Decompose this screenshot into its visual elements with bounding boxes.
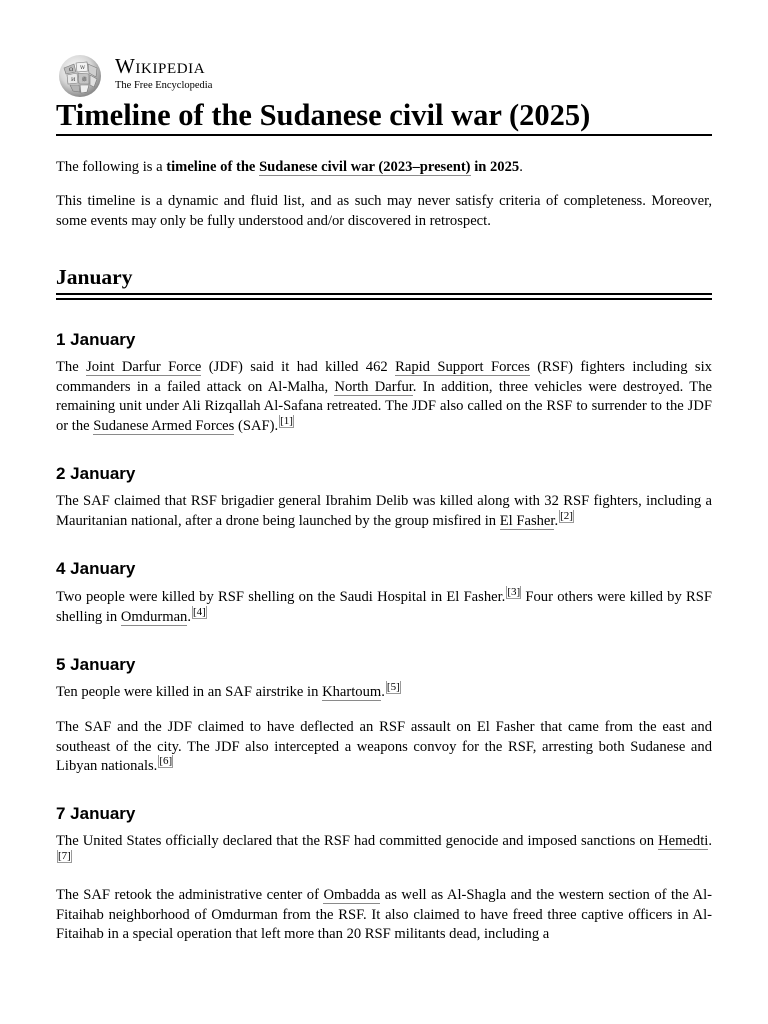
citation-link-5[interactable]: [5]: [386, 681, 400, 693]
citation-link-7[interactable]: [7]: [58, 849, 71, 862]
text: The United States officially declared that the RSF had committed genocide and imposed sanctions on: [56, 833, 659, 849]
intro-paragraph: [56, 158, 712, 178]
link-sudanese-civil-war[interactable]: Sudanese civil war (2023–present): [259, 159, 471, 175]
tagline: The Free Encyclopedia: [115, 80, 213, 91]
citation: [386, 681, 401, 693]
citation: [192, 606, 207, 618]
citation: [279, 415, 294, 427]
text: (JDF) said it had killed 462: [201, 359, 396, 375]
svg-text:Ω: Ω: [69, 67, 74, 73]
text: .: [708, 833, 712, 849]
text: The: [56, 359, 87, 375]
intro-text: The following is a: [56, 159, 167, 175]
text: . In addition, three vehicles were destroyed. The remaining unit under Ali Rizqallah Al-Safana retreated. The JDF also called on the RSF to surrender to the JDF or the: [56, 378, 712, 434]
citation: [57, 850, 72, 862]
text: (RSF) fighters including six commanders in a failed attack on Al-Malha,: [56, 359, 712, 395]
subheading-5-january: 5 January: [56, 655, 136, 674]
paragraph-5-january-assault: [56, 718, 712, 777]
link-rapid-support-forces[interactable]: Rapid Support Forces: [395, 359, 530, 375]
svg-text:W: W: [80, 65, 86, 71]
wordmark: [115, 55, 205, 77]
intro-bold-year: in 2025: [470, 159, 520, 175]
wikipedia-globe-icon: [56, 54, 104, 98]
section-divider: [56, 293, 712, 300]
citation: [158, 755, 173, 767]
link-ombadda[interactable]: Ombadda: [323, 887, 381, 903]
intro-bold-text: timeline of the: [166, 159, 260, 175]
text: Two people were killed by RSF shelling on the Saudi Hospital in El Fasher.: [56, 589, 506, 605]
text: Ten people were killed in an SAF airstrike in: [56, 684, 323, 700]
paragraph-7-january-ombadda: [56, 886, 712, 945]
citation-link-4[interactable]: [4]: [193, 605, 206, 618]
subheading-1-january: 1 January: [56, 330, 136, 349]
link-el-fasher[interactable]: El Fasher: [499, 512, 555, 529]
svg-text:維: 維: [82, 77, 88, 83]
text: The SAF and the JDF claimed to have deflected an RSF assault on El Fasher that came from the east and southeast of the city. The JDF also intercepted a weapons convoy for the RSF, arresting both Sudanese and Libyan nationals.: [56, 719, 712, 775]
citation: [506, 586, 521, 598]
svg-text:И: И: [71, 77, 76, 83]
text: .: [381, 684, 385, 700]
citation: [559, 510, 574, 522]
paragraph-1-january: [56, 358, 712, 436]
link-omdurman[interactable]: Omdurman: [120, 608, 188, 625]
citation-link-3[interactable]: [3]: [507, 586, 521, 598]
subheading-7-january: 7 January: [56, 804, 136, 823]
text: (SAF).: [234, 417, 279, 434]
completeness-paragraph: This timeline is a dynamic and fluid list, and as such may never satisfy criteria of completeness. Moreover, some events may only be fully understood and/or discovered in retrospect.: [56, 193, 712, 229]
paragraph-5-january-airstrike: [56, 683, 712, 703]
citation-link-1[interactable]: [1]: [280, 414, 293, 427]
paragraph-2-january: [56, 492, 712, 531]
text: as well as Al-Shagla and the western section of the Al-Fitaihab neighborhood of Omdurman from the RSF. It also claimed to have freed three captive officers in Al-Fitaihab in a special operation that left more than 20 RSF militants dead, including a: [56, 887, 712, 943]
link-sudanese-armed-forces[interactable]: Sudanese Armed Forces: [93, 417, 235, 434]
link-hemedti[interactable]: Hemedti: [658, 833, 709, 849]
paragraph-4-january: [56, 588, 712, 627]
text: The SAF retook the administrative center of: [56, 887, 324, 903]
page-title: Timeline of the Sudanese civil war (2025): [56, 96, 712, 136]
text: .: [187, 608, 192, 625]
subheading-2-january: 2 January: [56, 464, 136, 483]
text: Four others were killed by RSF shelling in: [56, 589, 712, 625]
paragraph-7-january-genocide: [56, 832, 712, 871]
wordmark-text: Wikipedia: [115, 54, 206, 78]
link-joint-darfur-force[interactable]: Joint Darfur Force: [86, 359, 202, 375]
subheading-4-january: 4 January: [56, 559, 136, 578]
intro-period: .: [519, 159, 523, 175]
citation-link-6[interactable]: [6]: [159, 755, 173, 768]
link-khartoum[interactable]: Khartoum: [322, 684, 382, 700]
text: .: [554, 512, 559, 529]
section-heading-january: January: [56, 265, 133, 289]
text: The SAF claimed that RSF brigadier general Ibrahim Delib was killed along with 32 RSF fighters, including a Mauritanian national, after a drone being launched by the group misfired in: [56, 493, 712, 529]
link-north-darfur[interactable]: North Darfur: [334, 378, 413, 395]
citation-link-2[interactable]: [2]: [560, 509, 573, 522]
